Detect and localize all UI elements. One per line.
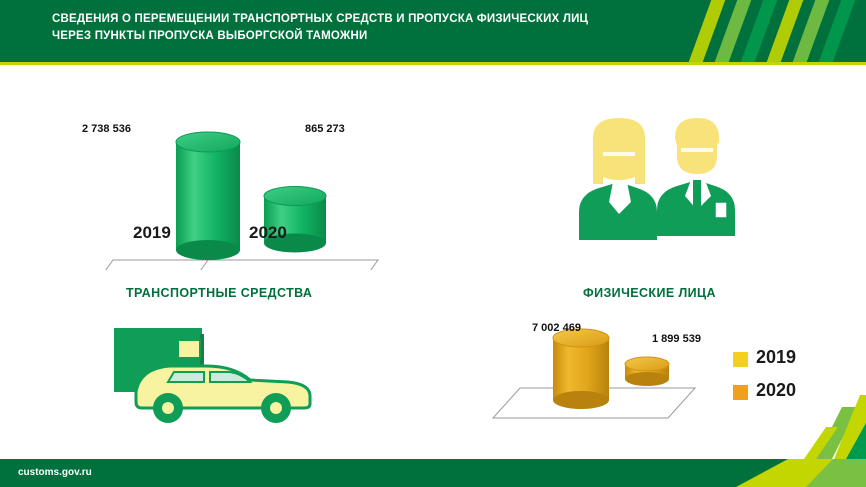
legend-label-2019: 2019 bbox=[756, 347, 797, 367]
page-title bbox=[52, 11, 692, 45]
header-divider bbox=[0, 62, 866, 65]
vehicles-section-caption: ТРАНСПОРТНЫЕ СРЕДСТВА bbox=[126, 286, 313, 300]
value-label-persons-2020: 1 899 539 bbox=[652, 333, 701, 345]
header-title-line1: СВЕДЕНИЯ О ПЕРЕМЕЩЕНИИ ТРАНСПОРТНЫХ СРЕДСТВ И ПРОПУСКА ФИЗИЧЕСКИХ ЛИЦ bbox=[52, 13, 589, 25]
decorative-chevrons bbox=[746, 349, 866, 459]
value-label-vehicles-2020: 865 273 bbox=[305, 123, 345, 135]
footer-bar bbox=[0, 459, 866, 487]
bar-2019-vehicles bbox=[176, 132, 240, 260]
category-label-vehicles-2020: 2020 bbox=[249, 223, 287, 242]
header-bar bbox=[0, 0, 866, 62]
persons-chart bbox=[480, 310, 740, 440]
category-label-vehicles-2019: 2019 bbox=[133, 223, 171, 242]
bar-2019-persons bbox=[553, 329, 609, 409]
value-label-vehicles-2019: 2 738 536 bbox=[82, 123, 131, 135]
footer-url[interactable]: customs.gov.ru bbox=[18, 467, 92, 478]
header-title-line2: ЧЕРЕЗ ПУНКТЫ ПРОПУСКА ВЫБОРГСКОЙ ТАМОЖНИ bbox=[52, 30, 368, 42]
truck-and-car-icon bbox=[108, 320, 328, 430]
legend-label-2020: 2020 bbox=[756, 380, 797, 400]
persons-section-caption: ФИЗИЧЕСКИЕ ЛИЦА bbox=[583, 286, 716, 300]
two-people-icon bbox=[565, 118, 745, 248]
bar-2020-persons bbox=[625, 357, 669, 386]
value-label-persons-2019: 7 002 469 bbox=[532, 322, 581, 334]
